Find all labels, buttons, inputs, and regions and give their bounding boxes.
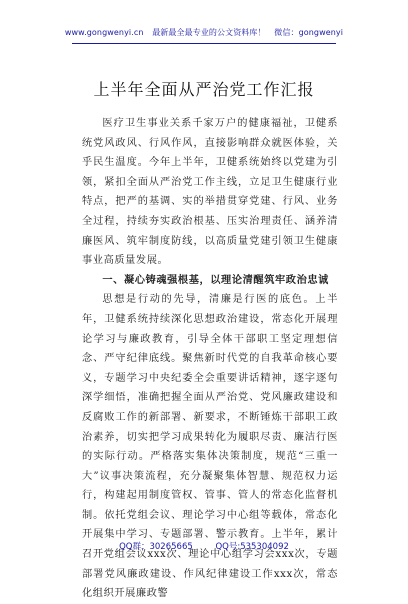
document-title: 上半年全面从严治党工作汇报 — [93, 80, 315, 99]
section-paragraph: 思想是行动的先导，清廉是行医的底色。上半年，卫健系统持续深化思想政治建设，常态化开展理论学习与廉政教育，引导全体干部职工坚定理想信念、严守纪律底线。聚焦新时代党的自我革命核心要义，专题学习中央纪委全会重要讲话精神，逐字逐句深学细悟，准确把握全面从严治党、党风廉政建设和反腐败工作的新部署、新要求，不断锤炼干部职工政治素养，切实把学习成果转化为履职尽责、廉洁行医的实际行动。严格落实集体决策制度，规范“三重一大”议事决策流程，充分凝聚集体智慧、规范权力运行，构建起用制度管权、管事、管人的常态化监督机制。依托党组会议、理论学习中心组等载体，常态化开展集中学习、专题部署、警示教育。上半年，累计召开党组会议xxx次、理论中心组学习会xxx次，专题部署党风廉政建设、作风纪律建设工作xxx次，常态化组织开展廉政警 — [82, 294, 338, 600]
site-footer — [0, 540, 408, 552]
wechat-id: 微信：gongwenyi — [274, 28, 344, 37]
site-header — [0, 27, 408, 38]
qq-number: QQ号:535304092 — [215, 542, 289, 552]
intro-paragraph: 医疗卫生事业关系千家万户的健康福祉，卫健系统党风政风、行风作风，直接影响群众就医体验，关乎民生温度。今年上半年，卫健系统始终以党建为引领，紧扣全面从严治党工作主线，立足卫生健康行业特点，把严的基调、实的举措贯穿党建、行风、业务全过程，持续夯实政治根基、压实治理责任、涵养清廉医风、筑牢制度防线，以高质量党建引领卫生健康事业高质量发展。 — [82, 118, 338, 267]
site-url[interactable]: www.gongwenyi.cn — [64, 28, 144, 37]
section-heading: 一、凝心铸魂强根基，以理论清醒筑牢政治忠诚 — [102, 274, 329, 286]
header-divider — [72, 43, 336, 44]
site-slogan: 最新最全最专业的公文资料库！ — [152, 28, 266, 37]
qq-group: QQ群：30265665 — [119, 542, 193, 552]
document-body — [82, 114, 338, 604]
